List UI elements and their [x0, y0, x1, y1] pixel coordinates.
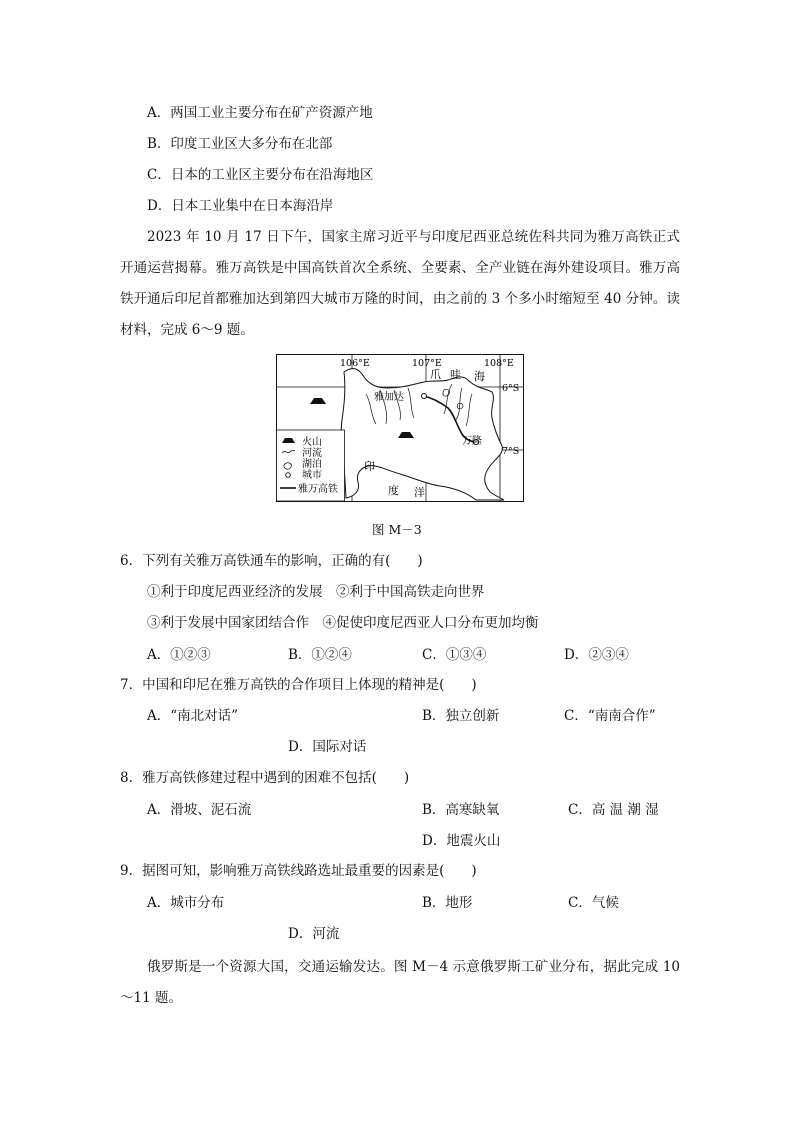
question-7-option-a: A．“南北对话”: [147, 708, 239, 724]
question-9-option-d: D．河流: [288, 926, 340, 942]
question-9-option-b: B．地形: [422, 895, 473, 911]
city-jakarta-label: 雅加达: [374, 392, 404, 403]
question-7-option-c: C．“南南合作”: [564, 708, 656, 724]
city-icon: [286, 473, 291, 478]
question-8-option-c: C．高 温 潮 湿: [568, 802, 659, 818]
next-material-paragraph: 俄罗斯是一个资源大国，交通运输发达。图 M－4 示意俄罗斯工矿业分布，据此完成 10～11 题。: [120, 959, 680, 1006]
question-6-statements-2: ③利于发展中国家团结合作 ④促使印度尼西亚人口分布更加均衡: [147, 615, 539, 631]
question-8-stem: 8．雅万高铁修建过程中遇到的困难不包括( ): [120, 770, 410, 786]
city-icon: [422, 394, 427, 399]
question-9-option-c: C．气候: [568, 895, 619, 911]
lon-106: 106°E: [340, 358, 370, 369]
lon-107: 107°E: [412, 358, 442, 369]
question-9-option-a: A．城市分布: [147, 895, 225, 911]
ocean-india-3: 洋: [414, 486, 425, 499]
lon-108: 108°E: [484, 358, 514, 369]
question-9-stem: 9．据图可知，影响雅万高铁线路选址最重要的因素是( ): [120, 863, 477, 879]
question-6-statements-1: ①利于印度尼西亚经济的发展 ②利于中国高铁走向世界: [147, 584, 485, 600]
sea-java-1: 爪: [430, 368, 441, 381]
question-6-option-b: B．①②④: [288, 647, 352, 663]
legend-river: 河流: [302, 448, 322, 459]
question-8-option-b: B．高寒缺氧: [422, 802, 500, 818]
legend-volcano: 火山: [302, 437, 322, 448]
lat-7: 7°S: [502, 446, 520, 457]
question-6-option-c: C．①③④: [422, 647, 487, 663]
ocean-india-2: 度: [388, 484, 399, 497]
question-6-stem: 6．下列有关雅万高铁通车的影响，正确的有( ): [120, 553, 423, 569]
lat-6: 6°S: [502, 383, 520, 394]
option-b: B．印度工业区大多分布在北部: [147, 136, 333, 152]
legend-lake: 湖泊: [302, 459, 322, 470]
question-7-option-d: D．国际对话: [288, 739, 367, 755]
question-6-option-a: A．①②③: [147, 647, 211, 663]
option-d: D．日本工业集中在日本海沿岸: [147, 198, 334, 214]
sea-java-3: 海: [474, 370, 485, 383]
option-a: A．两国工业主要分布在矿产资源产地: [147, 105, 373, 121]
sea-java-2: 哇: [450, 368, 461, 381]
city-bandung-label: 万隆: [462, 436, 482, 447]
option-c: C．日本的工业区主要分布在沿海地区: [147, 167, 374, 183]
question-8-option-a: A．滑坡、泥石流: [147, 802, 252, 818]
question-8-option-d: D．地震火山: [422, 833, 501, 849]
legend-railway: 雅万高铁: [298, 484, 338, 495]
material-paragraph: 2023 年 10 月 17 日下午，国家主席习近平与印度尼西亚总统佐科共同为雅万高铁正式开通运营揭幕。雅万高铁是中国高铁首次全系统、全要素、全产业链在海外建设项目。雅万高铁开通后印尼首都雅加达到第四大城市万隆的时间，由之前的 3 个多小时缩短至 40 分钟。读材料，完成 6～9 题。: [120, 229, 680, 338]
question-7-option-b: B．独立创新: [422, 708, 500, 724]
figure-caption: 图 M－3: [372, 522, 422, 537]
question-7-stem: 7．中国和印尼在雅万高铁的合作项目上体现的精神是( ): [120, 677, 477, 693]
ocean-india-1: 印: [364, 460, 375, 473]
legend-city: 城市: [302, 470, 322, 481]
jakarta-bandung-map: [276, 354, 524, 502]
question-6-option-d: D．②③④: [564, 647, 629, 663]
